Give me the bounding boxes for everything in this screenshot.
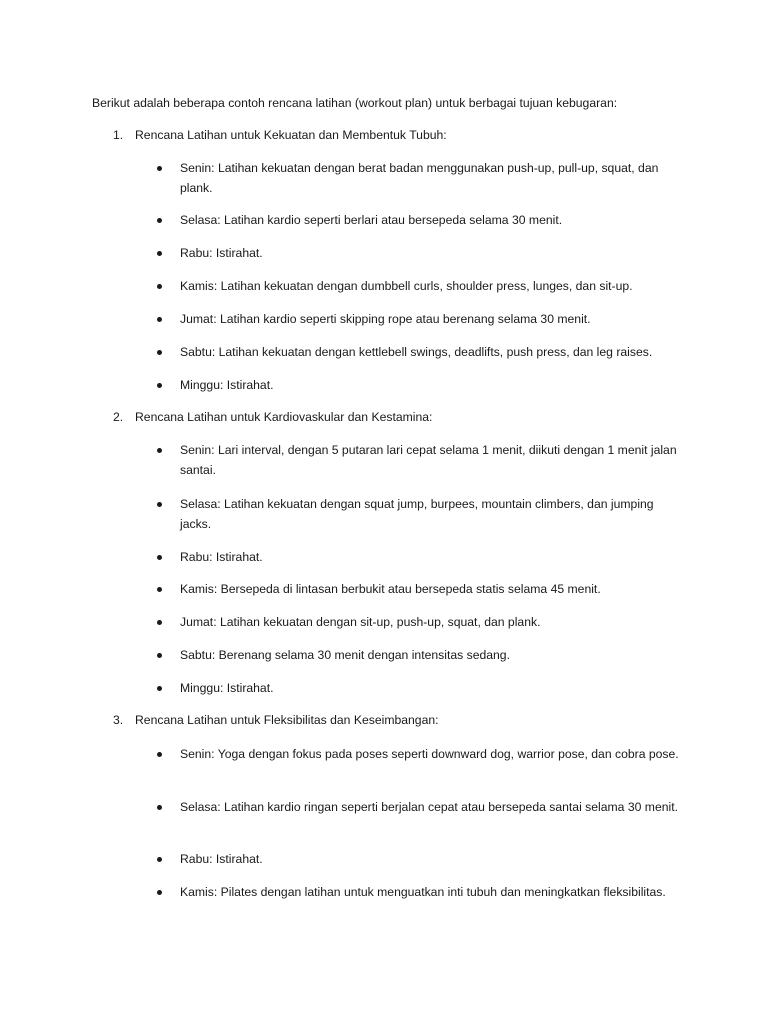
list-item-text: Selasa: Latihan kardio ringan seperti berjalan cepat atau bersepeda santai selama 30 menit. [180,800,678,814]
list-item-text: Kamis: Pilates dengan latihan untuk menguatkan inti tubuh dan meningkatkan fleksibilitas. [180,885,666,899]
section-number: 2. [113,410,124,424]
bullet-icon [157,752,162,757]
bullet-icon [157,890,162,895]
bullet-icon [157,686,162,691]
list-item-text: Minggu: Istirahat. [180,378,274,392]
section-number: 1. [113,128,124,142]
bullet-icon [157,317,162,322]
bullet-icon [157,251,162,256]
list-item-text: Kamis: Bersepeda di lintasan berbukit atau bersepeda statis selama 45 menit. [180,582,601,596]
list-item-text: Rabu: Istirahat. [180,550,263,564]
list-item-text: Sabtu: Latihan kekuatan dengan kettlebell swings, deadlifts, push press, dan leg raises. [180,345,653,359]
bullet-icon [157,555,162,560]
bullet-icon [157,166,162,171]
list-item-text: Selasa: Latihan kekuatan dengan squat jump, burpees, mountain climbers, dan jumping jacks. [180,497,654,531]
list-item-text: Jumat: Latihan kardio seperti skipping rope atau berenang selama 30 menit. [180,312,591,326]
section-number: 3. [113,713,124,727]
bullet-icon [157,857,162,862]
list-item-text: Senin: Latihan kekuatan dengan berat badan menggunakan push-up, pull-up, squat, dan plank. [180,161,659,195]
intro-paragraph: Berikut adalah beberapa contoh rencana latihan (workout plan) untuk berbagai tujuan kebugaran: [92,96,618,110]
list-item-text: Senin: Lari interval, dengan 5 putaran lari cepat selama 1 menit, diikuti dengan 1 menit jalan santai. [180,443,677,477]
bullet-icon [157,284,162,289]
list-item-text: Rabu: Istirahat. [180,246,263,260]
list-item-text: Selasa: Latihan kardio seperti berlari atau bersepeda selama 30 menit. [180,213,563,227]
bullet-icon [157,448,162,453]
bullet-icon [157,620,162,625]
section-title: Rencana Latihan untuk Kardiovaskular dan Kestamina: [135,410,433,424]
bullet-icon [157,218,162,223]
bullet-icon [157,383,162,388]
list-item-text: Minggu: Istirahat. [180,681,274,695]
bullet-icon [157,502,162,507]
list-item-text: Senin: Yoga dengan fokus pada poses seperti downward dog, warrior pose, dan cobra pose. [180,747,679,761]
list-item-text: Sabtu: Berenang selama 30 menit dengan intensitas sedang. [180,648,510,662]
bullet-icon [157,587,162,592]
list-item-text: Rabu: Istirahat. [180,852,263,866]
section-title: Rencana Latihan untuk Kekuatan dan Membentuk Tubuh: [135,128,447,142]
bullet-icon [157,653,162,658]
bullet-icon [157,805,162,810]
list-item-text: Jumat: Latihan kekuatan dengan sit-up, push-up, squat, dan plank. [180,615,541,629]
list-item-text: Kamis: Latihan kekuatan dengan dumbbell curls, shoulder press, lunges, dan sit-up. [180,279,633,293]
section-title: Rencana Latihan untuk Fleksibilitas dan Keseimbangan: [135,713,439,727]
bullet-icon [157,350,162,355]
